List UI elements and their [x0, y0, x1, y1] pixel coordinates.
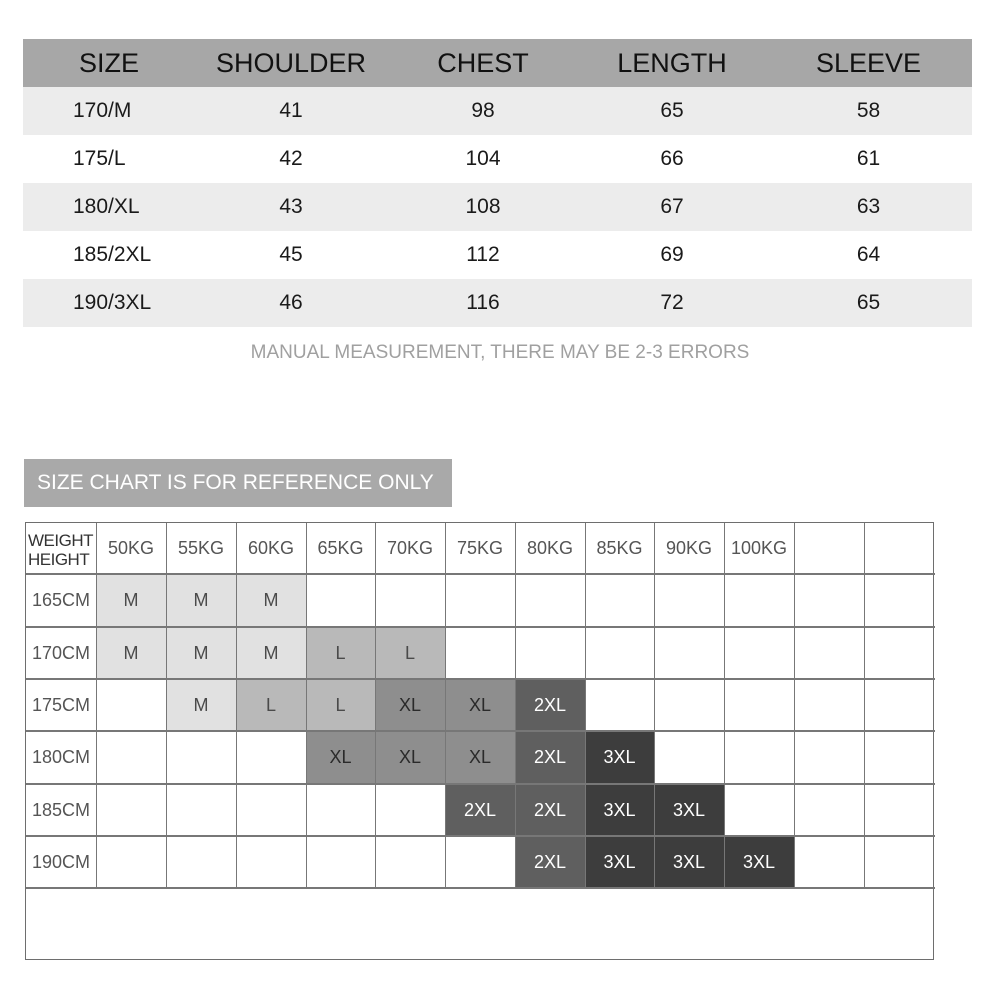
- size-cell: [166, 731, 236, 784]
- size-cell: M: [96, 574, 166, 627]
- weight-header: 90KG: [665, 538, 713, 558]
- grid-column-divider: [724, 523, 725, 888]
- weight-header: 50KG: [107, 538, 155, 558]
- grid-column-divider: [375, 523, 376, 888]
- weight-header: 60KG: [247, 538, 295, 558]
- grid-row-divider: [26, 887, 935, 889]
- size-cell: [864, 679, 935, 731]
- measurement-row: [23, 231, 972, 279]
- measurement-cell: 108: [387, 183, 579, 231]
- size-cell: [864, 627, 935, 679]
- grid-column-divider: [515, 523, 516, 888]
- size-cell: XL: [306, 731, 375, 784]
- grid-column-divider: [236, 523, 237, 888]
- measurement-cell: 65: [579, 87, 765, 135]
- weight-header: 80KG: [526, 538, 574, 558]
- weight-header: [864, 523, 935, 574]
- size-cell: 3XL: [585, 784, 654, 836]
- size-cell: [654, 679, 724, 731]
- size-cell: [96, 679, 166, 731]
- size-cell: [306, 574, 375, 627]
- grid-row-divider: [26, 573, 935, 575]
- size-cell: [585, 627, 654, 679]
- size-cell: [794, 731, 864, 784]
- measurement-cell: 58: [765, 87, 972, 135]
- grid-column-divider: [306, 523, 307, 888]
- size-cell: [96, 836, 166, 888]
- size-label-cell: 175/L: [73, 147, 126, 170]
- size-cell: [585, 679, 654, 731]
- size-cell: [864, 574, 935, 627]
- size-cell: [864, 731, 935, 784]
- size-cell: [306, 836, 375, 888]
- grid-row-divider: [26, 678, 935, 680]
- size-cell: M: [236, 574, 306, 627]
- weight-header: 55KG: [177, 538, 225, 558]
- size-cell: 2XL: [515, 836, 585, 888]
- size-cell: M: [166, 627, 236, 679]
- size-cell: 2XL: [445, 784, 515, 836]
- header-length: LENGTH: [579, 39, 765, 87]
- measurement-cell: 104: [465, 147, 501, 170]
- measurement-cell: 116: [387, 279, 579, 327]
- header-size: SIZE: [23, 39, 195, 87]
- measurement-cell: 112: [466, 243, 500, 266]
- measurement-cell: 45: [279, 243, 303, 266]
- weight-header: 85KG: [596, 538, 643, 558]
- size-cell: [236, 836, 306, 888]
- measurement-cell: 64: [856, 243, 881, 266]
- size-cell: [794, 574, 864, 627]
- height-label: 170CM: [31, 642, 91, 663]
- size-cell: [724, 574, 794, 627]
- size-cell: [96, 731, 166, 784]
- size-cell: [515, 627, 585, 679]
- size-cell: [166, 836, 236, 888]
- size-cell: [306, 784, 375, 836]
- measurement-cell: 63: [765, 183, 972, 231]
- size-cell: [96, 784, 166, 836]
- grid-row-divider: [26, 626, 935, 628]
- weight-header: 75KG: [456, 538, 504, 558]
- size-cell: 2XL: [515, 784, 585, 836]
- size-cell: L: [375, 627, 445, 679]
- header-chest: CHEST: [387, 39, 579, 87]
- size-cell: [724, 731, 794, 784]
- size-cell: 2XL: [515, 731, 585, 784]
- header-sleeve: SLEEVE: [765, 39, 972, 87]
- height-label: HEIGHT: [28, 550, 90, 569]
- size-cell: M: [166, 679, 236, 731]
- size-cell: 3XL: [585, 731, 654, 784]
- size-cell: XL: [375, 679, 445, 731]
- size-cell: [794, 836, 864, 888]
- measurement-cell: 46: [195, 279, 387, 327]
- size-cell: M: [96, 627, 166, 679]
- size-cell: [724, 679, 794, 731]
- measurement-row: [23, 279, 972, 327]
- reference-banner: SIZE CHART IS FOR REFERENCE ONLY: [24, 459, 452, 507]
- header-shoulder: SHOULDER: [195, 39, 387, 87]
- size-cell: XL: [445, 679, 515, 731]
- measurement-row: [23, 183, 972, 231]
- size-cell: M: [236, 627, 306, 679]
- size-label-cell: 170/M: [23, 87, 195, 135]
- weight-header: 70KG: [386, 538, 434, 558]
- size-grid: [25, 522, 934, 960]
- size-cell: L: [306, 679, 375, 731]
- size-cell: L: [306, 627, 375, 679]
- size-cell: XL: [375, 731, 445, 784]
- size-cell: [445, 627, 515, 679]
- measurement-cell: 41: [195, 87, 387, 135]
- size-cell: [864, 836, 935, 888]
- size-cell: [864, 784, 935, 836]
- grid-column-divider: [445, 523, 446, 888]
- grid-row-divider: [26, 783, 935, 785]
- size-cell: [585, 574, 654, 627]
- grid-column-divider: [864, 523, 865, 888]
- size-cell: [445, 574, 515, 627]
- weight-height-corner-label: [28, 531, 93, 569]
- size-cell: [515, 574, 585, 627]
- size-cell: 2XL: [515, 679, 585, 731]
- size-cell: [375, 574, 445, 627]
- size-cell: XL: [445, 731, 515, 784]
- grid-column-divider: [166, 523, 167, 888]
- size-cell: [236, 731, 306, 784]
- grid-row-divider: [26, 730, 935, 732]
- size-cell: [794, 784, 864, 836]
- measurement-cell: 61: [856, 147, 881, 170]
- height-label: 165CM: [31, 590, 91, 610]
- measurement-cell: 72: [579, 279, 765, 327]
- size-cell: 3XL: [724, 836, 794, 888]
- size-label-cell: 190/3XL: [23, 279, 195, 327]
- size-cell: [375, 836, 445, 888]
- weight-header: 100KG: [730, 538, 788, 558]
- size-cell: [166, 784, 236, 836]
- size-cell: 3XL: [585, 836, 654, 888]
- size-cell: [654, 627, 724, 679]
- size-cell: [794, 679, 864, 731]
- weight-header: [794, 523, 864, 574]
- measurement-cell: 66: [660, 147, 684, 170]
- size-cell: [794, 627, 864, 679]
- measurement-note: MANUAL MEASUREMENT, THERE MAY BE 2-3 ERRORS: [250, 342, 750, 363]
- measurement-row: [23, 135, 972, 183]
- measurement-cell: 42: [279, 147, 303, 170]
- grid-column-divider: [794, 523, 795, 888]
- weight-label: WEIGHT: [28, 531, 93, 550]
- size-cell: [654, 731, 724, 784]
- size-cell: [445, 836, 515, 888]
- measurement-table: [23, 39, 972, 327]
- measurement-header-row: [23, 39, 972, 87]
- size-label-cell: 180/XL: [23, 183, 195, 231]
- grid-column-divider: [654, 523, 655, 888]
- size-cell: [375, 784, 445, 836]
- size-cell: [724, 784, 794, 836]
- size-cell: 3XL: [654, 836, 724, 888]
- grid-column-divider: [585, 523, 586, 888]
- height-label: 180CM: [31, 747, 91, 767]
- weight-header: 65KG: [317, 538, 364, 558]
- size-label-cell: 185/2XL: [73, 243, 152, 266]
- size-cell: L: [236, 679, 306, 731]
- measurement-cell: 67: [579, 183, 765, 231]
- measurement-cell: 98: [387, 87, 579, 135]
- measurement-row: [23, 87, 972, 135]
- size-cell: 3XL: [654, 784, 724, 836]
- grid-column-divider: [96, 523, 97, 888]
- size-cell: [236, 784, 306, 836]
- height-label: 185CM: [31, 799, 91, 820]
- size-cell: M: [166, 574, 236, 627]
- height-label: 190CM: [31, 851, 91, 872]
- size-cell: [654, 574, 724, 627]
- grid-row-divider: [26, 835, 935, 837]
- height-label: 175CM: [31, 694, 91, 715]
- measurement-cell: 69: [660, 243, 684, 266]
- measurement-cell: 43: [195, 183, 387, 231]
- size-cell: [724, 627, 794, 679]
- measurement-cell: 65: [765, 279, 972, 327]
